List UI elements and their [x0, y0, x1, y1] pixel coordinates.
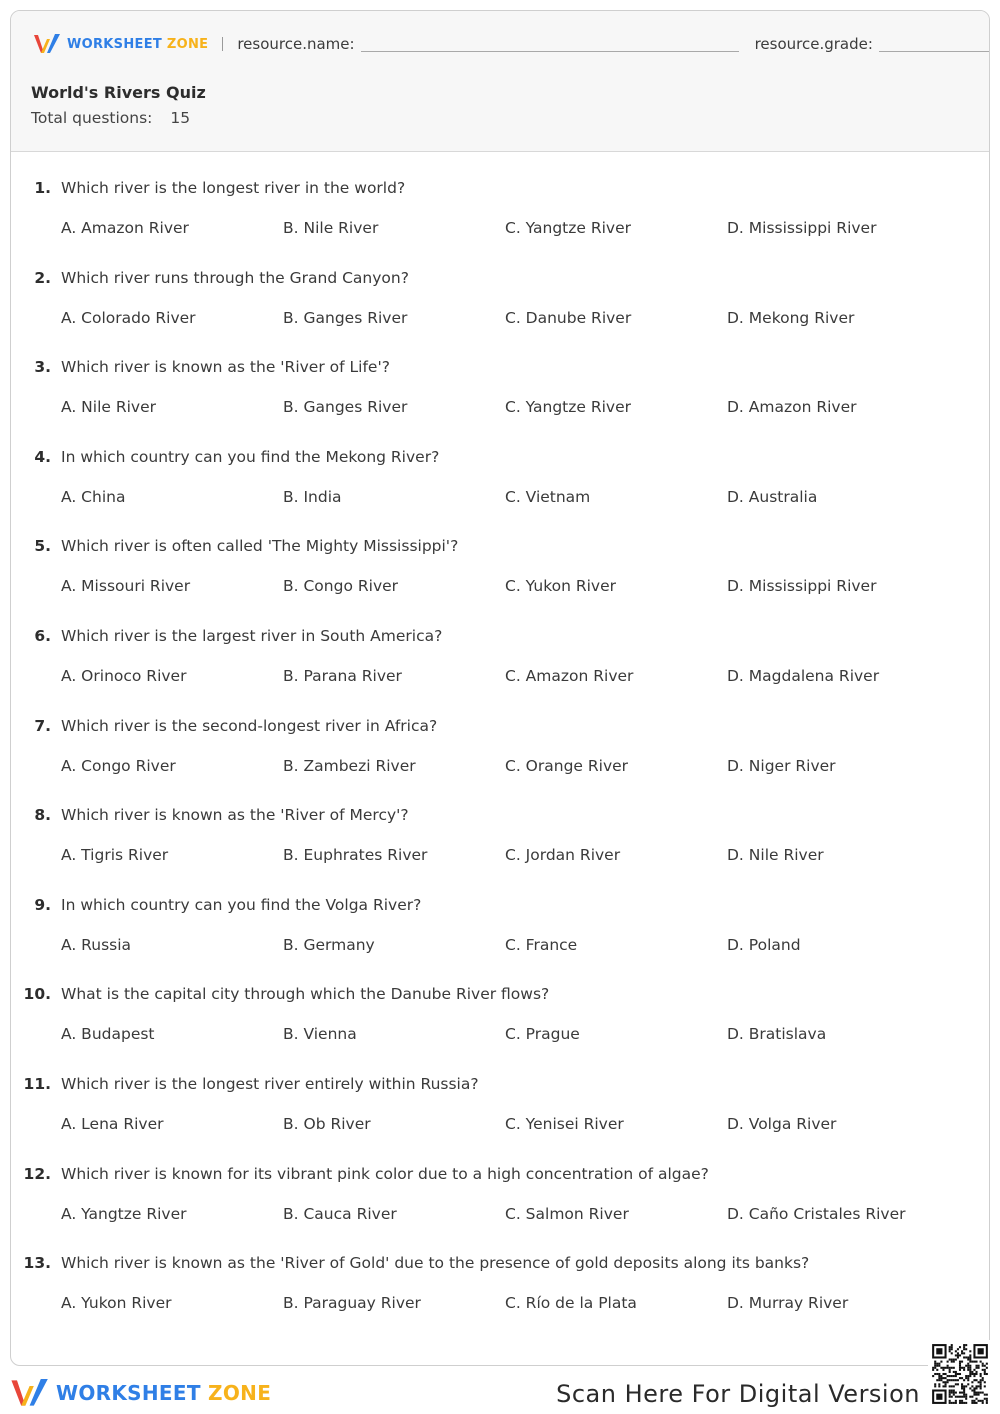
total-questions	[31, 109, 190, 127]
question-number: 7.	[34, 716, 51, 735]
question-text: Which river is known for its vibrant pink color due to a high concentration of algae?	[61, 1164, 709, 1183]
answer-option-b[interactable]: B. Vienna	[283, 1025, 357, 1044]
answer-option-b[interactable]: B. Ganges River	[283, 398, 408, 417]
answer-option-b[interactable]: B. Zambezi River	[283, 756, 416, 775]
question-text: Which river is known as the 'River of Mercy'?	[61, 806, 409, 825]
answer-option-c[interactable]: C. Salmon River	[505, 1204, 629, 1223]
answer-option-d[interactable]: D. Murray River	[727, 1294, 849, 1313]
question-item	[11, 717, 989, 777]
question-text: Which river runs through the Grand Canyon?	[61, 268, 409, 287]
answer-option-d[interactable]: D. Australia	[727, 487, 818, 506]
question-item	[11, 537, 989, 597]
answer-option-a[interactable]: A. Tigris River	[61, 846, 169, 865]
question-number: 4.	[34, 447, 51, 466]
answer-option-d[interactable]: D. Caño Cristales River	[727, 1204, 906, 1223]
brand-name: WORKSHEET ZONE	[67, 36, 209, 52]
answer-option-b[interactable]: B. Ob River	[283, 1115, 371, 1133]
answer-option-b[interactable]: B. Cauca River	[283, 1204, 397, 1223]
answer-option-b[interactable]: B. Ganges River	[283, 308, 408, 327]
answer-option-d[interactable]: D. Poland	[727, 935, 801, 954]
question-text: Which river is the second-longest river in Africa?	[61, 716, 438, 735]
answer-option-a[interactable]: A. Amazon River	[61, 219, 189, 237]
answer-option-b[interactable]: B. Nile River	[283, 219, 379, 237]
total-questions-label: Total questions:	[31, 109, 153, 127]
question-text: Which river is often called 'The Mighty Mississippi'?	[61, 537, 459, 556]
answer-option-a[interactable]: A. Missouri River	[61, 577, 191, 596]
question-number: 2.	[34, 268, 51, 287]
resource-grade-field[interactable]	[879, 36, 990, 52]
question-text: Which river is known as the 'River of Life'?	[61, 358, 390, 377]
brand-logo[interactable]	[33, 32, 208, 56]
quiz-title: World's Rivers Quiz	[31, 83, 206, 102]
resource-grade-label: resource.grade:	[754, 35, 873, 53]
question-item	[11, 448, 989, 508]
question-number: 13.	[23, 1254, 51, 1273]
question-text: Which river is the largest river in South America?	[61, 627, 443, 645]
resource-name-field[interactable]	[361, 36, 739, 52]
footer-brand-name: WORKSHEET ZONE	[56, 1381, 272, 1405]
question-number: 8.	[34, 806, 51, 825]
answer-option-b[interactable]: B. India	[283, 487, 342, 506]
question-number: 12.	[23, 1164, 51, 1183]
question-text: What is the capital city through which the Danube River flows?	[61, 985, 550, 1004]
answer-option-d[interactable]: D. Mekong River	[727, 308, 855, 327]
resource-name-label: resource.name:	[237, 35, 355, 53]
question-item	[11, 1254, 989, 1314]
question-number: 10.	[23, 985, 51, 1004]
answer-option-c[interactable]: C. Yangtze River	[505, 219, 632, 237]
answer-option-a[interactable]: A. China	[61, 487, 126, 506]
header-separator	[222, 37, 223, 51]
question-item	[11, 985, 989, 1045]
question-item	[11, 806, 989, 866]
answer-option-c[interactable]: C. Prague	[505, 1025, 580, 1044]
question-number: 3.	[34, 358, 51, 377]
answer-option-a[interactable]: A. Lena River	[61, 1115, 164, 1133]
question-item	[11, 269, 989, 329]
answer-option-c[interactable]: C. Río de la Plata	[505, 1294, 637, 1313]
answer-option-d[interactable]: D. Niger River	[727, 756, 836, 775]
answer-option-c[interactable]: C. Yenisei River	[505, 1115, 624, 1133]
question-item	[11, 179, 989, 239]
answer-option-c[interactable]: C. Amazon River	[505, 667, 634, 685]
answer-option-d[interactable]: D. Nile River	[727, 846, 824, 865]
answer-option-a[interactable]: A. Yukon River	[61, 1294, 172, 1313]
answer-option-d[interactable]: D. Mississippi River	[727, 577, 877, 596]
answer-option-c[interactable]: C. Yukon River	[505, 577, 617, 596]
answer-option-d[interactable]: D. Magdalena River	[727, 667, 880, 685]
answer-option-a[interactable]: A. Yangtze River	[61, 1204, 187, 1223]
answer-option-a[interactable]: A. Orinoco River	[61, 667, 187, 685]
answer-option-c[interactable]: C. Danube River	[505, 308, 632, 327]
question-item	[11, 1165, 989, 1225]
answer-option-b[interactable]: B. Congo River	[283, 577, 399, 596]
answer-option-d[interactable]: D. Amazon River	[727, 398, 857, 417]
question-number: 6.	[34, 627, 51, 645]
answer-option-c[interactable]: C. Yangtze River	[505, 398, 632, 417]
header-top-row	[33, 31, 990, 57]
total-questions-value: 15	[170, 109, 191, 127]
question-number: 11.	[23, 1075, 51, 1093]
answer-option-b[interactable]: B. Euphrates River	[283, 846, 428, 865]
answer-option-a[interactable]: A. Congo River	[61, 756, 176, 775]
question-text: Which river is the longest river in the world?	[61, 179, 406, 197]
qr-code-icon[interactable]	[928, 1340, 992, 1408]
answer-option-d[interactable]: D. Bratislava	[727, 1025, 827, 1044]
question-number: 1.	[34, 179, 51, 197]
answer-option-d[interactable]: D. Volga River	[727, 1115, 837, 1133]
answer-option-a[interactable]: A. Russia	[61, 935, 132, 954]
worksheet-sheet	[10, 10, 990, 1366]
question-text: Which river is known as the 'River of Gold' due to the presence of gold deposits along its banks?	[61, 1254, 810, 1273]
answer-option-c[interactable]: C. Orange River	[505, 756, 629, 775]
question-text: In which country can you find the Mekong River?	[61, 447, 440, 466]
question-item	[11, 358, 989, 418]
question-number: 9.	[34, 895, 51, 914]
worksheetzone-w-icon	[10, 1376, 52, 1410]
question-item	[11, 1075, 989, 1135]
question-text: Which river is the longest river entirely within Russia?	[61, 1075, 479, 1093]
answer-option-a[interactable]: A. Colorado River	[61, 308, 196, 327]
question-item	[11, 627, 989, 687]
answer-option-c[interactable]: C. Vietnam	[505, 487, 591, 506]
worksheetzone-w-icon	[33, 32, 63, 56]
answer-option-d[interactable]: D. Mississippi River	[727, 219, 877, 237]
answer-option-b[interactable]: B. Paraguay River	[283, 1294, 421, 1313]
answer-option-b[interactable]: B. Germany	[283, 935, 375, 954]
question-text: In which country can you find the Volga River?	[61, 895, 422, 914]
question-number: 5.	[34, 537, 51, 556]
answer-option-a[interactable]: A. Nile River	[61, 398, 157, 417]
scan-digital-version-text: Scan Here For Digital Version	[556, 1380, 920, 1408]
answer-option-c[interactable]: C. Jordan River	[505, 846, 621, 865]
answer-option-b[interactable]: B. Parana River	[283, 667, 402, 685]
answer-option-a[interactable]: A. Budapest	[61, 1025, 155, 1044]
footer-brand-logo[interactable]	[10, 1376, 271, 1410]
worksheet-header	[11, 11, 989, 152]
answer-option-c[interactable]: C. France	[505, 935, 578, 954]
question-item	[11, 896, 989, 956]
